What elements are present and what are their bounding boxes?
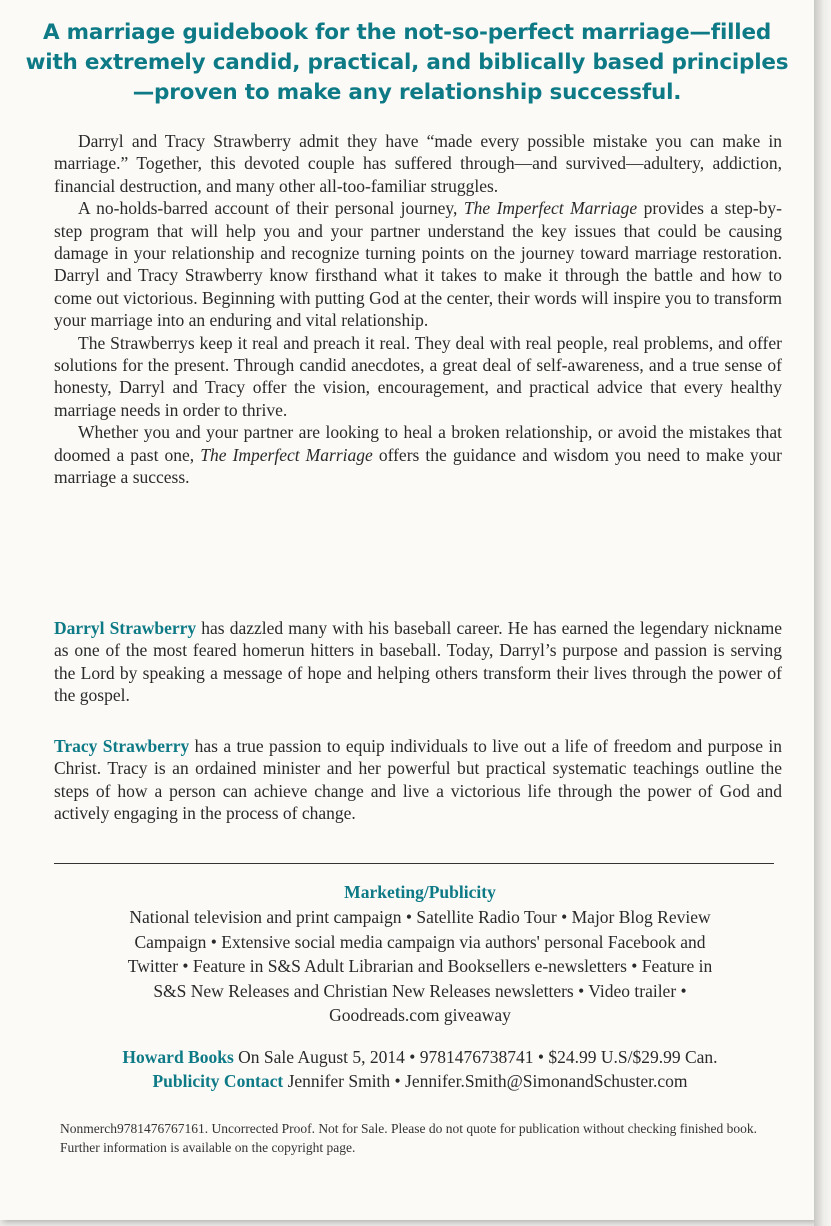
book-title: The Imperfect Marriage [463, 198, 638, 219]
description-paragraph-1: Darryl and Tracy Strawberry admit they have “made every possible mistake you can make in marriage.” Together, this devoted couple has suffered through—and survived—adultery, addiction, financial destruction, and many other all-too-familiar struggles. [54, 131, 782, 196]
contact-line [54, 1071, 786, 1092]
marketing-line: Campaign • Extensive social media campaign via authors' personal Facebook and [134, 931, 706, 952]
marketing-line: Twitter • Feature in S&S Adult Librarian and Booksellers e-newsletters • Feature in [127, 956, 713, 976]
marketing-line: Goodreads.com giveaway [329, 1005, 511, 1025]
marketing-title: Marketing/Publicity [344, 882, 496, 902]
divider-line [54, 863, 774, 864]
description-p4-start: Whether you and your partner are looking to heal a broken relationship, or avoid the mistakes that doomed a past one, [54, 422, 782, 465]
headline: A marriage guidebook for the not-so-perfect marriage—filled with extremely candid, practical, and biblically based principles—proven to make any relationship successful. [25, 20, 789, 105]
book-title-repeat: The Imperfect Marriage [200, 444, 373, 465]
bio-darryl [54, 617, 782, 707]
book-description [54, 130, 782, 489]
marketing-text [54, 905, 786, 1028]
darryl-name: Darryl Strawberry [54, 618, 197, 638]
marketing-line: S&S New Releases and Christian New Releases newsletters • Video trailer • [153, 980, 687, 1001]
publicity-contact: Jennifer Smith • Jennifer.Smith@SimonandSchuster.com [287, 1071, 688, 1091]
tracy-name: Tracy Strawberry [54, 736, 190, 756]
description-paragraph-3: The Strawberrys keep it real and preach it real. They deal with real people, real problems, and offer solutions for the present. Through candid anecdotes, a great deal of self-awareness, and a true sense of honesty, Darryl and Tracy offer the vision, encouragement, and practical advice that every healthy marriage needs in order to thrive. [54, 332, 782, 420]
publisher-label: Howard Books [122, 1047, 234, 1067]
tracy-bio-text: has a true passion to equip individuals to live out a life of freedom and purpose in Christ. Tracy is an ordained minister and her powerful but practical systematic teachings outline the steps of how a person can achieve change and live a victorious life through the power of God and actively engaging in the process of change. [54, 736, 782, 824]
darryl-bio-text: has dazzled many with his baseball career. He has earned the legendary nickname as one of the most feared homerun hitters in baseball. Today, Darryl’s purpose and passion is serving the Lord by speaking a message of hope and helping others transform their lives through the power of the gospel. [54, 618, 783, 706]
description-paragraph-4 [54, 421, 782, 488]
sale-details: On Sale August 5, 2014 • 9781476738741 • $24.99 U.S/$29.99 Can. [238, 1047, 718, 1067]
marketing-line: National television and print campaign • Satellite Radio Tour • Major Blog Review [129, 907, 711, 927]
bio-tracy [54, 735, 782, 825]
description-p2-start: A no-holds-barred account of their personal journey, [78, 198, 458, 219]
description-p2-end: provides a step-by-step program that will help you and your partner understand the key issues that could be causing damage in your relationship and recognize turning points on the journey toward marriage restoration. Darryl and Tracy Strawberry know firsthand what it takes to make it through the battle and how to come out victorious. Beginning with putting God at the center, their words will inspire you to transform your marriage into an enduring and vital relationship. [54, 198, 783, 331]
sale-line [54, 1047, 786, 1068]
bio-darryl-paragraph [54, 617, 782, 707]
page-edge [814, 0, 831, 1226]
bio-tracy-paragraph [54, 735, 782, 825]
publicity-contact-label: Publicity Contact [152, 1071, 284, 1091]
disclaimer: Nonmerch9781476767161. Uncorrected Proof. Not for Sale. Please do not quote for publication without checking finished book. Further information is available on the copyright page. [60, 1121, 757, 1155]
description-paragraph-2 [54, 197, 782, 331]
description-p4-end: offers the guidance and wisdom you need to make your marriage a success. [54, 444, 783, 488]
